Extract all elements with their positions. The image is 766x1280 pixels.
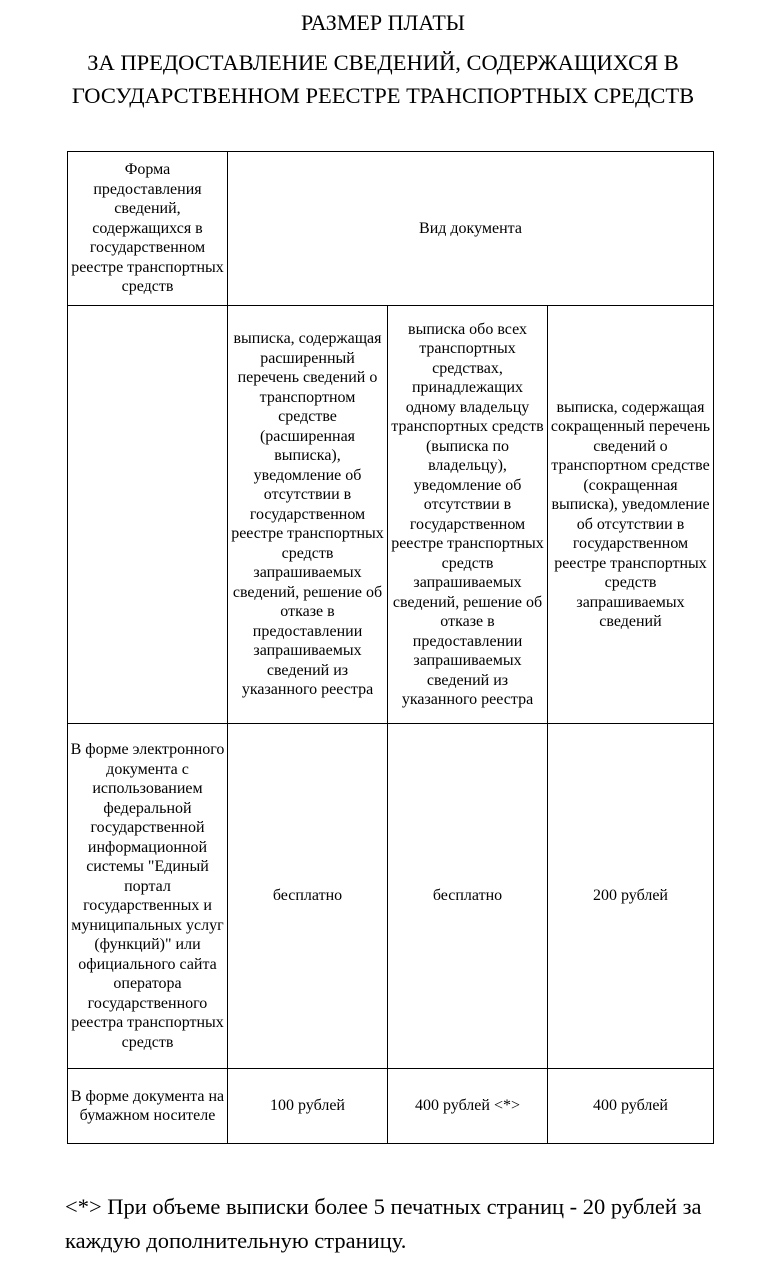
form-paper-cell: В форме документа на бумажном носителе: [68, 1069, 228, 1144]
document-type-owner-extract: выписка обо всех транспортных средствах, принадлежащих одному владельцу транспортных средств (выписка по владельцу), уведомление об отсутствии в государственном реестре транспортных средств запрашиваемых сведений, решение об отказе в предоставлении запрашиваемых сведений из указанного реестра: [388, 306, 548, 724]
price-electronic-owner: бесплатно: [388, 724, 548, 1069]
header-document-type-cell: Вид документа: [228, 152, 714, 306]
price-paper-owner: 400 рублей <*>: [388, 1069, 548, 1144]
page-subtitle: ЗА ПРЕДОСТАВЛЕНИЕ СВЕДЕНИЙ, СОДЕРЖАЩИХСЯ В ГОСУДАРСТВЕННОМ РЕЕСТРЕ ТРАНСПОРТНЫХ СРЕДСТВ: [71, 50, 695, 108]
price-electronic-extended: бесплатно: [228, 724, 388, 1069]
document-type-extended-extract: выписка, содержащая расширенный перечень сведений о транспортном средстве (расширенная выписка), уведомление об отсутствии в государственном реестре транспортных средств запрашиваемых сведений, решение об отказе в предоставлении запрашиваемых сведений из указанного реестра: [228, 306, 388, 724]
document-types-row: [68, 306, 714, 724]
price-electronic-short: 200 рублей: [548, 724, 714, 1069]
fees-table: [67, 151, 714, 1144]
table-header-row: [68, 152, 714, 306]
form-electronic-cell: В форме электронного документа с использованием федеральной государственной информационной системы "Единый портал государственных и муниципальных услуг (функций)" или официального сайта оператора государственного реестра транспортных средств: [68, 724, 228, 1069]
electronic-form-row: [68, 724, 714, 1069]
document-type-short-extract: выписка, содержащая сокращенный перечень сведений о транспортном средстве (сокращенная выписка), уведомление об отсутствии в государственном реестре транспортных средств запрашиваемых сведений: [548, 306, 714, 724]
paper-form-row: [68, 1069, 714, 1144]
price-paper-extended: 100 рублей: [228, 1069, 388, 1144]
empty-cell: [68, 306, 228, 724]
page-title: РАЗМЕР ПЛАТЫ: [301, 10, 465, 35]
price-paper-short: 400 рублей: [548, 1069, 714, 1144]
header-form-cell: Форма предоставления сведений, содержащихся в государственном реестре транспортных средств: [68, 152, 228, 306]
footnote: <*> При объеме выписки более 5 печатных страниц - 20 рублей за каждую дополнительную страницу.: [65, 1194, 702, 1253]
